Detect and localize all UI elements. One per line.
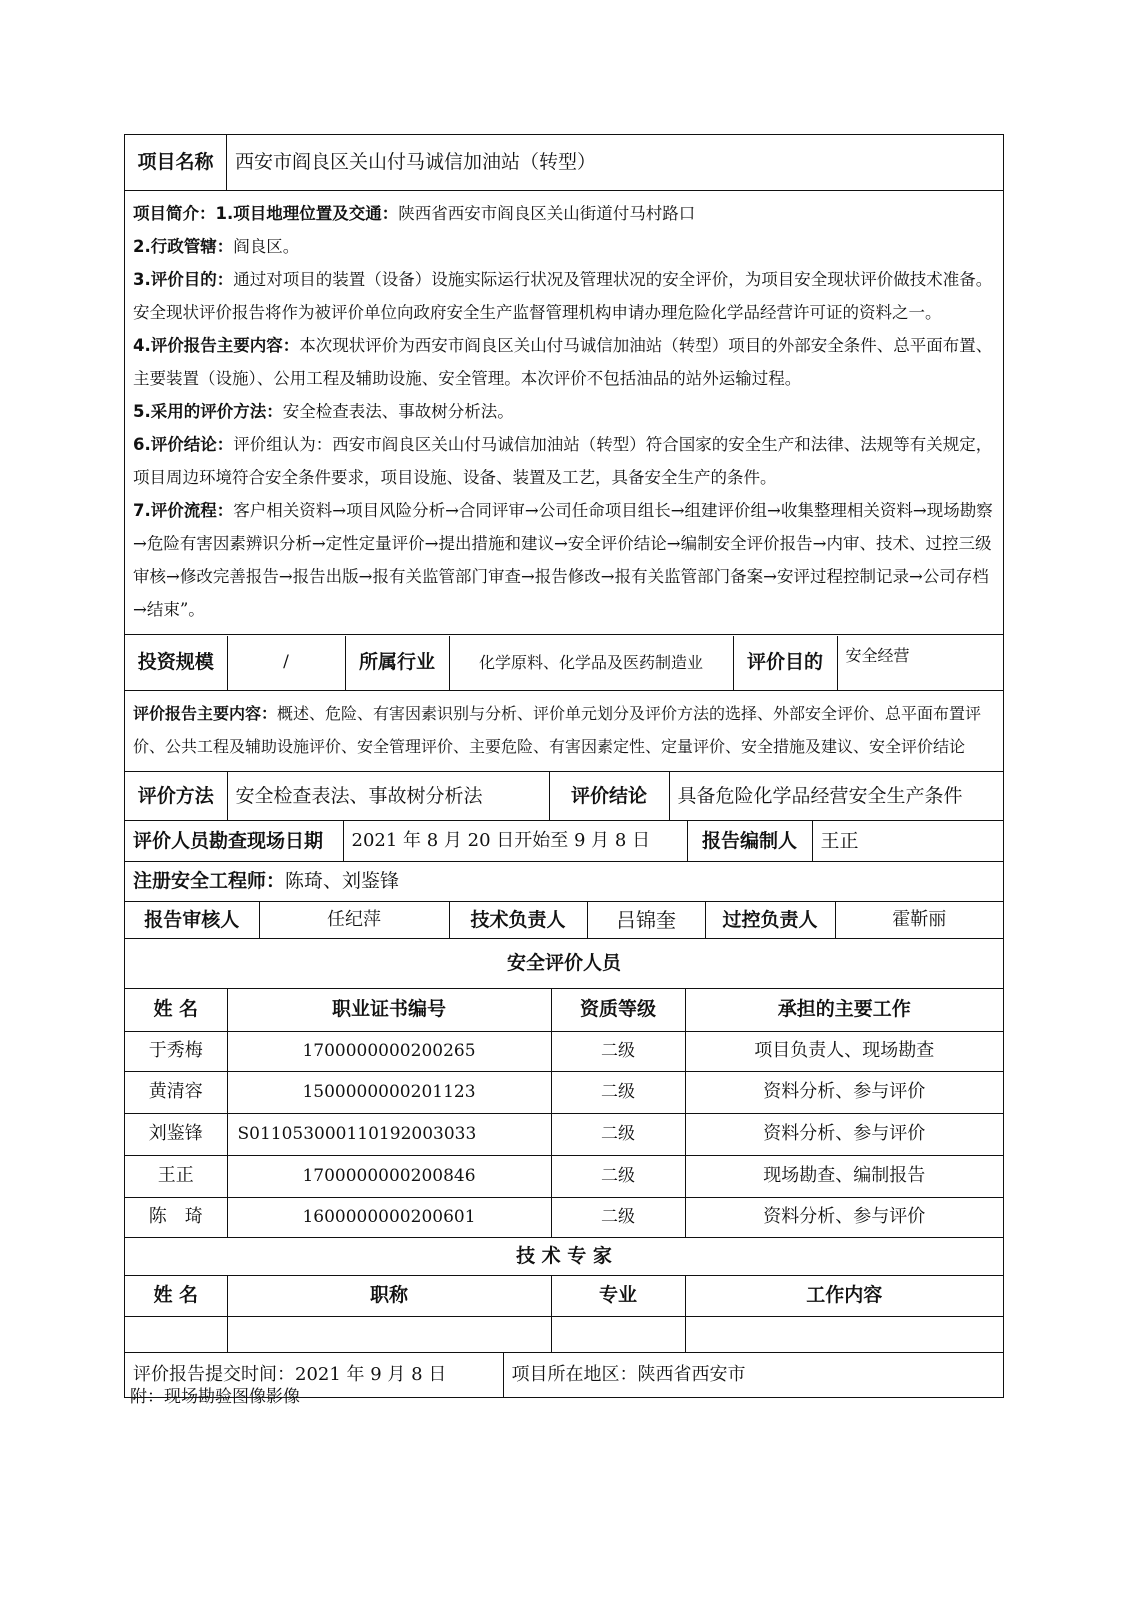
project-region [503, 1353, 1003, 1397]
project-region-value: 陕西省西安市 [637, 1364, 746, 1386]
engineers-label: 注册安全工程师： [133, 870, 286, 893]
expert-empty-cell [551, 1316, 685, 1352]
staff-table [125, 989, 1003, 1237]
staff-work: 资料分析、参与评价 [685, 1197, 1003, 1237]
method-row [125, 772, 1004, 821]
staff-cert: S011053000110192003033 [227, 1113, 551, 1155]
form-table [124, 134, 1004, 1398]
project-name-label: 项目名称 [125, 135, 227, 191]
experts-header-name: 姓 名 [125, 1276, 227, 1316]
project-name-row [125, 135, 1004, 191]
staff-cert: 1600000000200601 [227, 1197, 551, 1237]
staff-work: 项目负责人、现场勘查 [685, 1031, 1003, 1071]
report-content-label: 评价报告主要内容： [133, 704, 278, 723]
experts-title-row [125, 1238, 1004, 1276]
project-intro [125, 191, 1004, 635]
staff-level: 二级 [551, 1071, 685, 1113]
intro-p2-text: 阎良区。 [233, 237, 300, 256]
intro-p3-text: 通过对项目的装置（设备）设施实际运行状况及管理状况的安全评价，为项目安全现状评价做技术准备。安全现状评价报告将作为被评价单位向政府安全生产监督管理机构申请办理危险化学品经营许可证的资料之一。 [133, 270, 993, 322]
survey-row [125, 821, 1004, 862]
survey-date-label: 评价人员勘查现场日期 [125, 821, 343, 861]
reviewer-label: 报告审核人 [125, 902, 259, 938]
control-lead-value: 霍靳丽 [835, 902, 1003, 938]
survey-date-value: 2021 年 8 月 20 日开始至 9 月 8 日 [343, 821, 687, 861]
expert-empty-cell [685, 1316, 1003, 1352]
staff-name: 于秀梅 [125, 1031, 227, 1071]
engineers-row [125, 862, 1004, 902]
evaluation-form [124, 134, 1002, 1398]
expert-empty-cell [125, 1316, 227, 1352]
staff-cert: 1700000000200846 [227, 1155, 551, 1197]
intro-p4-text: 本次现状评价为西安市阎良区关山付马诚信加油站（转型）项目的外部安全条件、总平面布置、主要装置（设施）、公用工程及辅助设施、安全管理。本次评价不包括油品的站外运输过程。 [133, 336, 993, 388]
staff-cert: 1700000000200265 [227, 1031, 551, 1071]
project-region-label: 项目所在地区： [511, 1364, 638, 1386]
conclusion-value: 具备危险化学品经营安全生产条件 [669, 772, 1003, 820]
experts-header-major: 专业 [551, 1276, 685, 1316]
expert-empty-cell [227, 1316, 551, 1352]
intro-p1-label: 1.项目地理位置及交通： [215, 204, 399, 223]
report-content-text: 概述、危险、有害因素识别与分析、评价单元划分及评价方法的选择、外部安全评价、总平面布置评价、公共工程及辅助设施评价、安全管理评价、主要危险、有害因素定性、定量评价、安全措施及建议、安全评价结论 [133, 704, 982, 756]
investment-scale-label: 投资规模 [125, 636, 227, 690]
tech-lead-value: 吕锦奎 [587, 902, 705, 938]
method-label: 评价方法 [125, 772, 227, 820]
experts-table [125, 1276, 1003, 1352]
intro-p5-label: 5.采用的评价方法： [133, 402, 283, 421]
table-row [125, 1031, 1003, 1071]
staff-work: 资料分析、参与评价 [685, 1113, 1003, 1155]
staff-cert: 1500000000201123 [227, 1071, 551, 1113]
experts-title: 技 术 专 家 [125, 1238, 1004, 1276]
intro-p7-text: 客户相关资料→项目风险分析→合同评审→公司任命项目组长→组建评价组→收集整理相关资料→现场勘察→危险有害因素辨识分析→定性定量评价→提出措施和建议→安全评价结论→编制安全评价报告→内审、技术、过控三级审核→修改完善报告→报告出版→报有关监管部门审查→报告修改→报有关监管部门备案→安评过程控制记录→公司存档→结束”。 [133, 501, 993, 619]
investment-row [125, 635, 1004, 691]
staff-level: 二级 [551, 1155, 685, 1197]
reviewer-value: 任纪萍 [259, 902, 449, 938]
table-row [125, 1155, 1003, 1197]
staff-work: 资料分析、参与评价 [685, 1071, 1003, 1113]
intro-label: 项目简介： [133, 204, 216, 223]
table-row [125, 1071, 1003, 1113]
purpose-value: 安全经营 [837, 636, 1003, 690]
project-name-value: 西安市阎良区关山付马诚信加油站（转型） [227, 135, 1004, 191]
submit-time-label: 评价报告提交时间： [133, 1364, 295, 1386]
staff-name: 刘鉴锋 [125, 1113, 227, 1155]
table-row [125, 1316, 1003, 1352]
staff-header-level: 资质等级 [551, 989, 685, 1031]
industry-label: 所属行业 [345, 636, 449, 690]
intro-p2-label: 2.行政管辖： [133, 237, 234, 256]
editor-value: 王正 [812, 821, 1003, 861]
intro-p4-label: 4.评价报告主要内容： [133, 336, 300, 355]
staff-title-row [125, 939, 1004, 989]
experts-table-row [125, 1276, 1004, 1353]
intro-p3-label: 3.评价目的： [133, 270, 234, 289]
engineers-value: 陈琦、刘鉴锋 [285, 870, 400, 893]
staff-header-name: 姓 名 [125, 989, 227, 1031]
table-row [125, 1113, 1003, 1155]
staff-level: 二级 [551, 1197, 685, 1237]
experts-header-work: 工作内容 [685, 1276, 1003, 1316]
submit-time-value: 2021 年 9 月 8 日 [295, 1364, 447, 1386]
staff-level: 二级 [551, 1031, 685, 1071]
intro-p5-text: 安全检查表法、事故树分析法。 [282, 402, 514, 421]
staff-name: 王正 [125, 1155, 227, 1197]
control-lead-label: 过控负责人 [705, 902, 835, 938]
intro-p6-text: 评价组认为：西安市阎良区关山付马诚信加油站（转型）符合国家的安全生产和法律、法规等有关规定，项目周边环境符合安全条件要求，项目设施、设备、装置及工艺，具备安全生产的条件。 [133, 435, 993, 487]
staff-level: 二级 [551, 1113, 685, 1155]
intro-p6-label: 6.评价结论： [133, 435, 234, 454]
attachment-note: 附：现场勘验图像影像 [130, 1387, 300, 1407]
staff-header-work: 承担的主要工作 [685, 989, 1003, 1031]
report-content-row [125, 691, 1004, 772]
staff-work: 现场勘查、编制报告 [685, 1155, 1003, 1197]
tech-lead-label: 技术负责人 [449, 902, 587, 938]
engineers [125, 862, 1004, 902]
staff-name: 黄清容 [125, 1071, 227, 1113]
industry-value: 化学原料、化学品及医药制造业 [449, 636, 733, 690]
editor-label: 报告编制人 [687, 821, 812, 861]
reviewers-row [125, 902, 1004, 939]
conclusion-label: 评价结论 [549, 772, 669, 820]
intro-p1-text: 陕西省西安市阎良区关山街道付马村路口 [398, 204, 696, 223]
method-value: 安全检查表法、事故树分析法 [227, 772, 549, 820]
intro-p7-label: 7.评价流程： [133, 501, 234, 520]
intro-row [125, 191, 1004, 635]
experts-header-title: 职称 [227, 1276, 551, 1316]
staff-header-cert: 职业证书编号 [227, 989, 551, 1031]
investment-scale-value: / [227, 636, 345, 690]
report-content [125, 691, 1004, 772]
staff-header-row [125, 989, 1003, 1031]
staff-title: 安全评价人员 [125, 939, 1004, 989]
staff-name: 陈 琦 [125, 1197, 227, 1237]
experts-header-row [125, 1276, 1003, 1316]
table-row [125, 1197, 1003, 1237]
staff-table-row [125, 989, 1004, 1238]
purpose-label: 评价目的 [733, 636, 837, 690]
